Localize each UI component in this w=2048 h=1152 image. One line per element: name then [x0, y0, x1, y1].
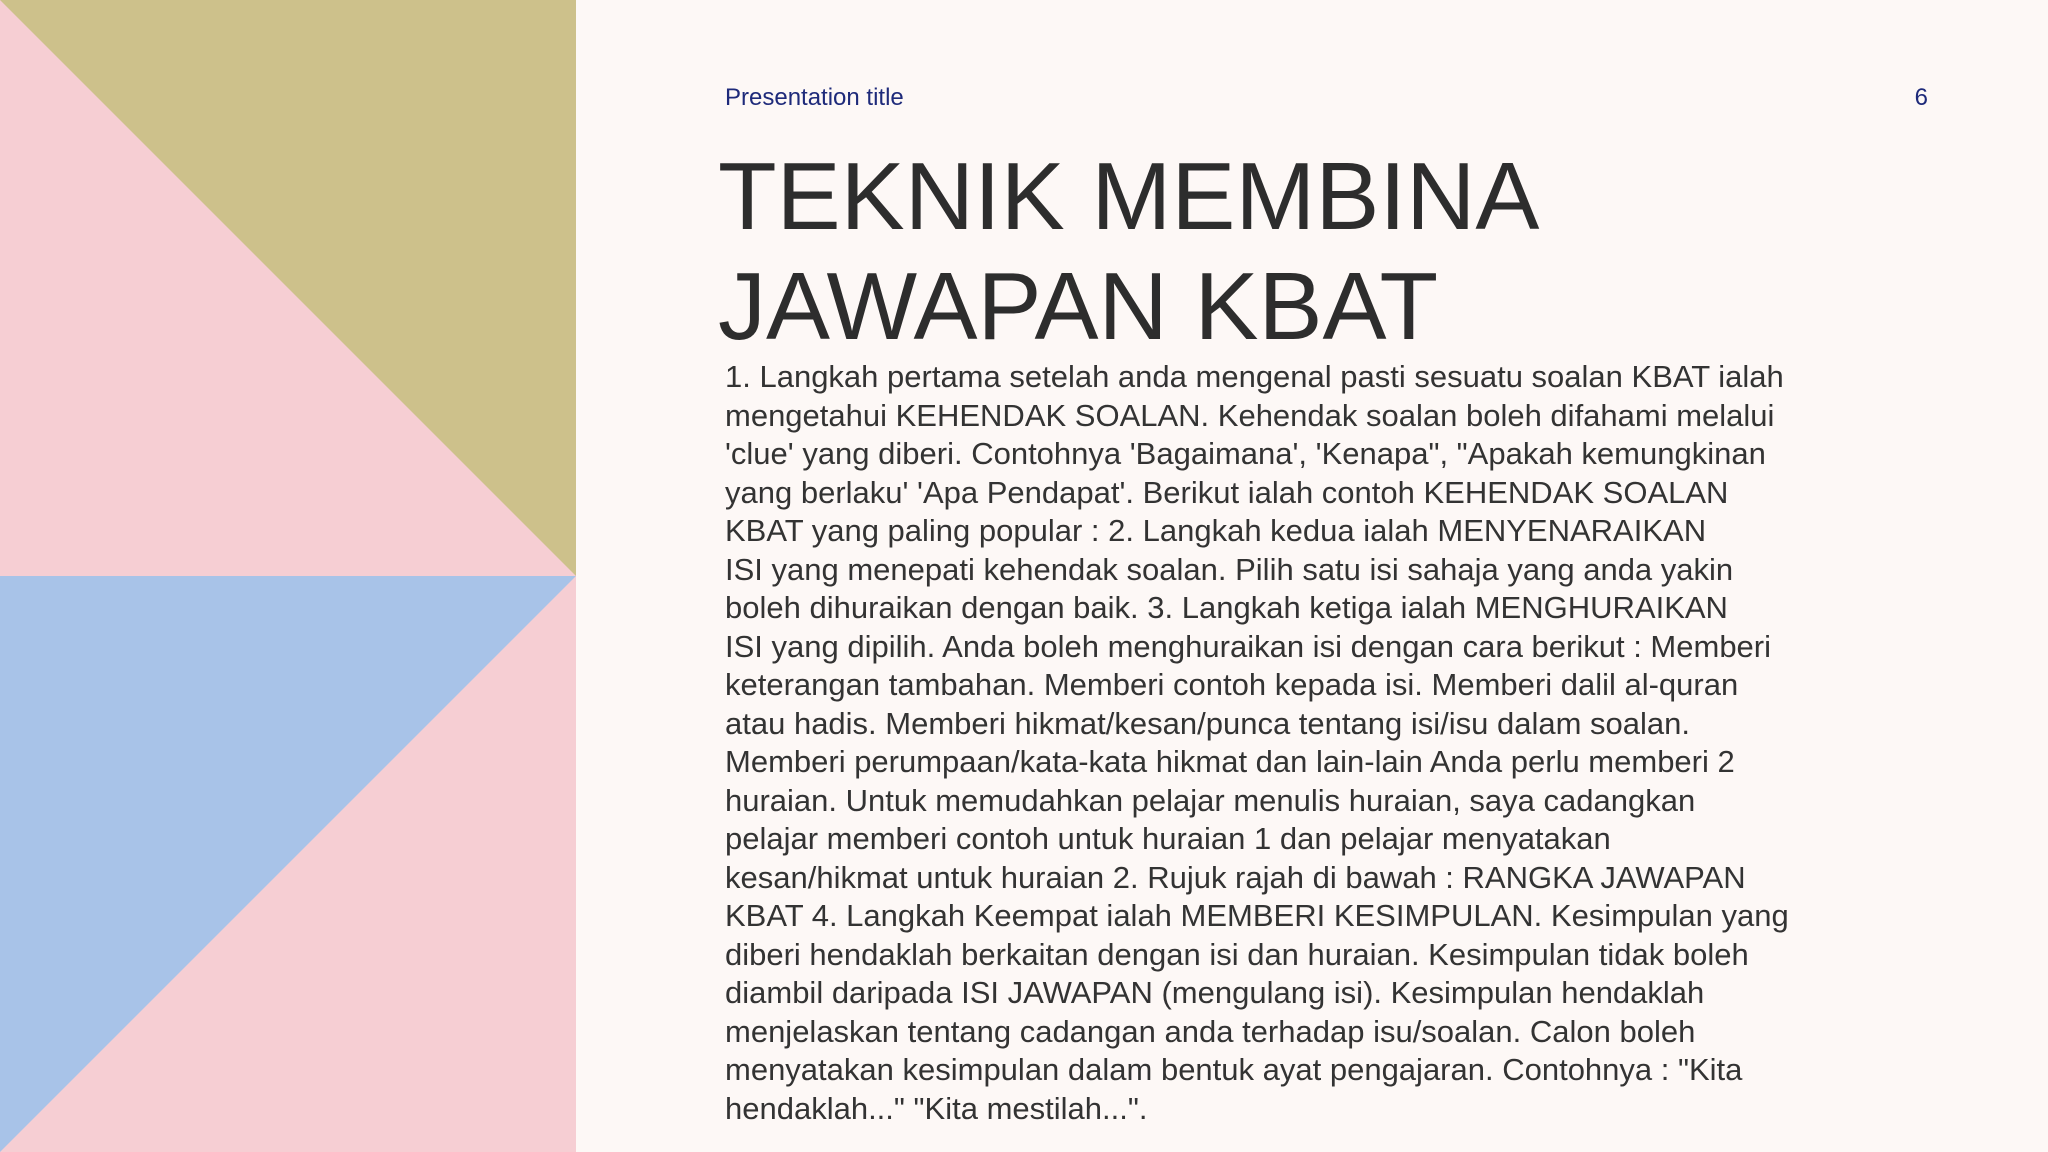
slide-title-line: TEKNIK MEMBINA	[718, 143, 1540, 250]
body-line: Memberi perumpaan/kata-kata hikmat dan lain-lain Anda perlu memberi 2	[725, 744, 1735, 779]
slide-title-line: JAWAPAN KBAT	[718, 253, 1439, 360]
presentation-title: Presentation title	[725, 84, 904, 111]
body-line: KBAT 4. Langkah Keempat ialah MEMBERI KESIMPULAN. Kesimpulan yang	[725, 898, 1789, 933]
body-line: diberi hendaklah berkaitan dengan isi dan huraian. Kesimpulan tidak boleh	[725, 936, 1749, 972]
decorative-triangles	[0, 0, 576, 1152]
body-line: atau hadis. Memberi hikmat/kesan/punca tentang isi/isu dalam soalan.	[725, 705, 1690, 741]
slide-body	[725, 358, 1840, 1128]
body-line: 'clue' yang diberi. Contohnya 'Bagaimana', 'Kenapa", "Apakah kemungkinan	[725, 436, 1766, 471]
body-line: kesan/hikmat untuk huraian 2. Rujuk rajah di bawah : RANGKA JAWAPAN	[725, 859, 1746, 895]
body-line: 1. Langkah pertama setelah anda mengenal pasti sesuatu soalan KBAT ialah	[725, 359, 1784, 394]
body-line: menjelaskan tentang cadangan anda terhadap isu/soalan. Calon boleh	[725, 1013, 1696, 1049]
body-line: boleh dihuraikan dengan baik. 3. Langkah ketiga ialah MENGHURAIKAN	[725, 590, 1728, 625]
body-line: yang berlaku' 'Apa Pendapat'. Berikut ialah contoh KEHENDAK SOALAN	[725, 474, 1729, 510]
page-number: 6	[1914, 84, 1928, 111]
body-line: huraian. Untuk memudahkan pelajar menulis huraian, saya cadangkan	[725, 782, 1696, 818]
slide-title	[718, 142, 1918, 362]
body-line: diambil daripada ISI JAWAPAN (mengulang isi). Kesimpulan hendaklah	[725, 975, 1705, 1010]
body-line: KBAT yang paling popular : 2. Langkah kedua ialah MENYENARAIKAN	[725, 513, 1707, 548]
body-line: mengetahui KEHENDAK SOALAN. Kehendak soalan boleh difahami melalui	[725, 397, 1775, 433]
body-line: hendaklah..." "Kita mestilah...".	[725, 1090, 1148, 1126]
body-line: keterangan tambahan. Memberi contoh kepada isi. Memberi dalil al-quran	[725, 667, 1739, 702]
body-line: menyatakan kesimpulan dalam bentuk ayat pengajaran. Contohnya : "Kita	[725, 1052, 1743, 1087]
body-line: pelajar memberi contoh untuk huraian 1 dan pelajar menyatakan	[725, 821, 1611, 856]
body-line: ISI yang menepati kehendak soalan. Pilih satu isi sahaja yang anda yakin	[725, 551, 1734, 587]
body-line: ISI yang dipilih. Anda boleh menghuraikan isi dengan cara berikut : Memberi	[725, 628, 1772, 664]
